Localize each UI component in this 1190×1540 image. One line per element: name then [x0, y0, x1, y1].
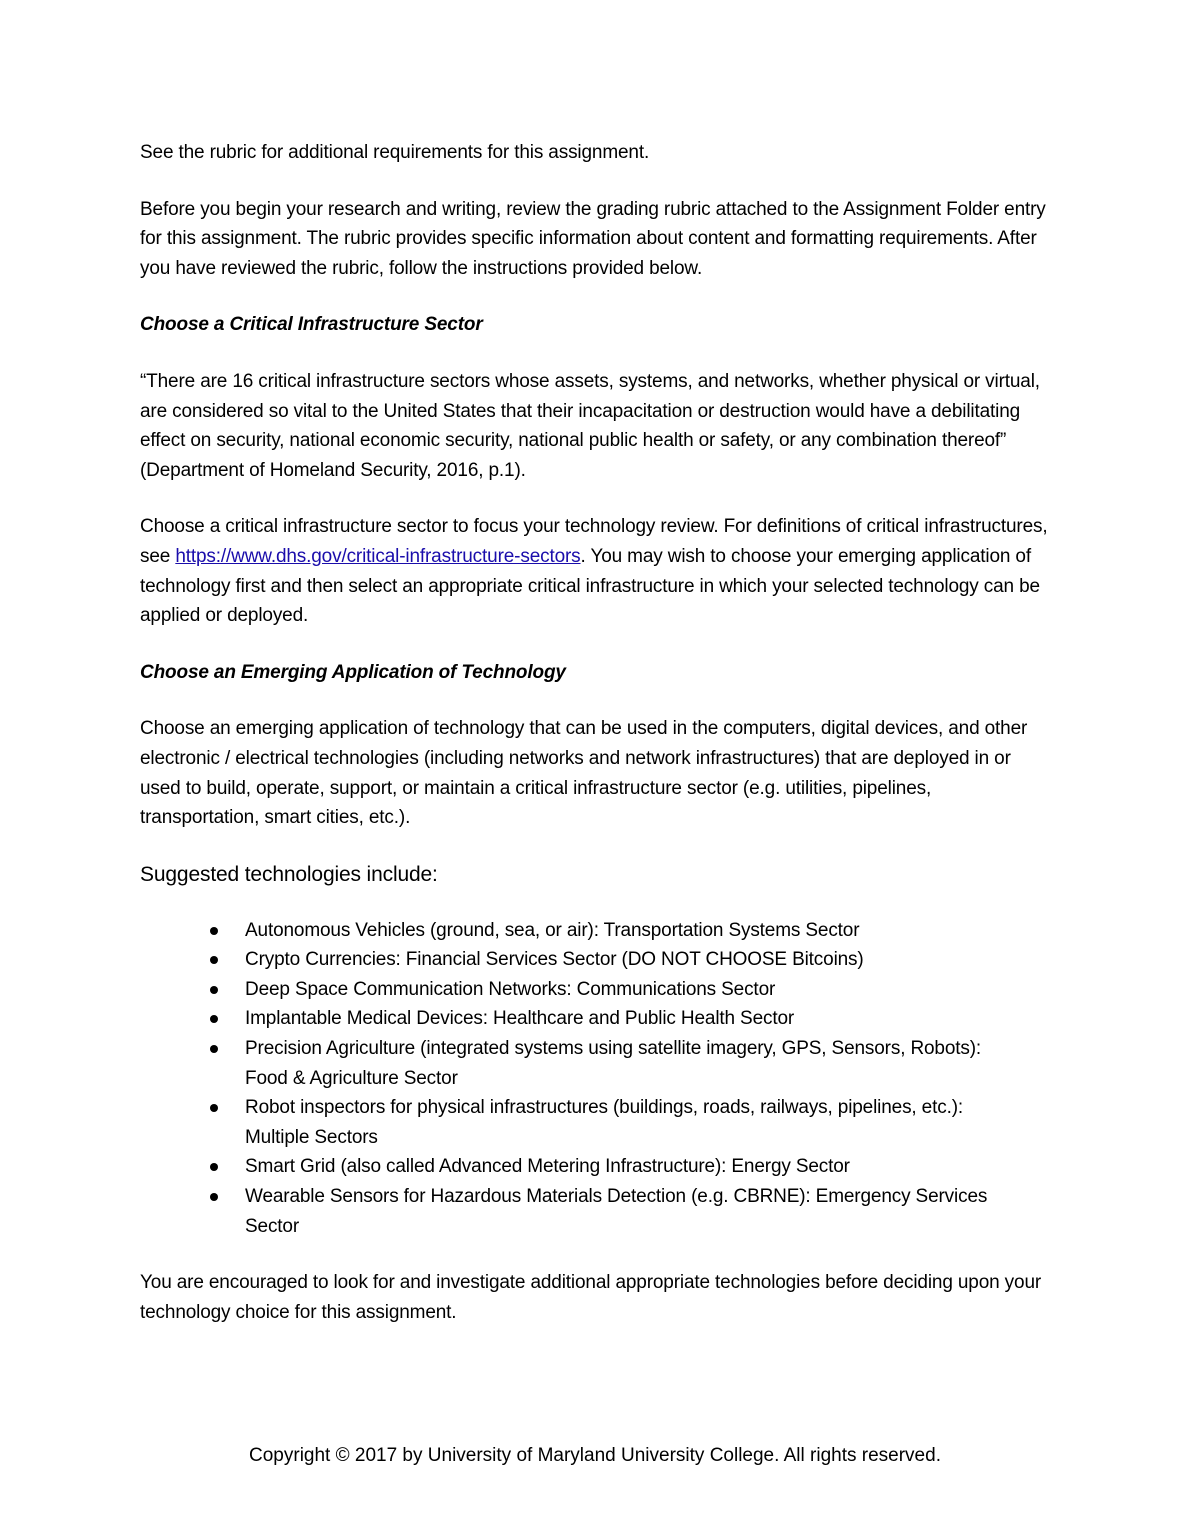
list-item-text: Deep Space Communication Networks: Communications Sector — [245, 978, 776, 1000]
document-body — [140, 138, 1055, 1354]
bullet-icon — [210, 986, 218, 994]
technology-list — [140, 916, 1055, 1242]
list-item — [140, 975, 1055, 1005]
list-item — [140, 1034, 1055, 1093]
list-item — [140, 1004, 1055, 1034]
bullet-icon — [210, 956, 218, 964]
rubric-note: See the rubric for additional requirements for this assignment. — [140, 142, 650, 163]
list-item-text: Robot inspectors for physical infrastructures (buildings, roads, railways, pipelines, etc.): Multiple Sectors — [245, 1097, 964, 1148]
list-item-text: Precision Agriculture (integrated systems using satellite imagery, GPS, Sensors, Robots): Food & Agriculture Sector — [245, 1038, 982, 1089]
copyright-footer: Copyright © 2017 by University of Maryland University College. All rights reserved. — [249, 1445, 941, 1466]
section-heading-technology: Choose an Emerging Application of Technology — [140, 661, 566, 683]
list-item — [140, 1093, 1055, 1152]
choose-sector-paragraph — [140, 512, 1055, 630]
bullet-icon — [210, 1015, 218, 1023]
list-item — [140, 1152, 1055, 1182]
dhs-sectors-link[interactable]: https://www.dhs.gov/critical-infrastructure-sectors — [175, 545, 581, 567]
section-heading-sector: Choose a Critical Infrastructure Sector — [140, 314, 483, 336]
list-item — [140, 945, 1055, 975]
list-item-text: Crypto Currencies: Financial Services Sector (DO NOT CHOOSE Bitcoins) — [245, 949, 864, 971]
list-item-text: Wearable Sensors for Hazardous Materials Detection (e.g. CBRNE): Emergency Services Sector — [245, 1186, 988, 1237]
suggested-technologies-heading: Suggested technologies include: — [140, 862, 438, 886]
bullet-icon — [210, 1193, 218, 1201]
bullet-icon — [210, 1163, 218, 1171]
list-item-text: Autonomous Vehicles (ground, sea, or air): Transportation Systems Sector — [245, 919, 860, 941]
technology-description: Choose an emerging application of technology that can be used in the computers, digital devices, and other electronic / electrical technologies (including networks and network infrastructures) that are deployed in or used to build, operate, support, or maintain a critical infrastructure sector (e.g. utilities, pipelines, transportation, smart cities, etc.). — [140, 718, 1028, 829]
bullet-icon — [210, 1104, 218, 1112]
list-item — [140, 1182, 1055, 1241]
choose-sector-text-after: . You may wish to choose your emerging application of technology first and then select an appropriate critical infrastructure in which your selected technology can be applied or deployed. — [140, 545, 1040, 627]
bullet-icon — [210, 927, 218, 935]
dhs-quote: “There are 16 critical infrastructure sectors whose assets, systems, and networks, whether physical or virtual, are considered so vital to the United States that their incapacitation or destruction would have a debilitating effect on security, national economic security, national public health or safety, or any combination thereof” (Department of Homeland Security, 2016, p.1). — [140, 370, 1040, 481]
list-item — [140, 916, 1055, 946]
bullet-icon — [210, 1045, 218, 1053]
list-item-text: Smart Grid (also called Advanced Metering Infrastructure): Energy Sector — [245, 1156, 850, 1178]
list-item-text: Implantable Medical Devices: Healthcare and Public Health Sector — [245, 1008, 795, 1030]
choose-sector-text-before: Choose a critical infrastructure sector to focus your technology review. For definitions of critical infrastructures, see — [140, 516, 1048, 567]
closing-paragraph: You are encouraged to look for and investigate additional appropriate technologies before deciding upon your technology choice for this assignment. — [140, 1272, 1042, 1323]
rubric-instructions: Before you begin your research and writing, review the grading rubric attached to the Assignment Folder entry for this assignment. The rubric provides specific information about content and formatting requirements. After you have reviewed the rubric, follow the instructions provided below. — [140, 198, 1046, 279]
